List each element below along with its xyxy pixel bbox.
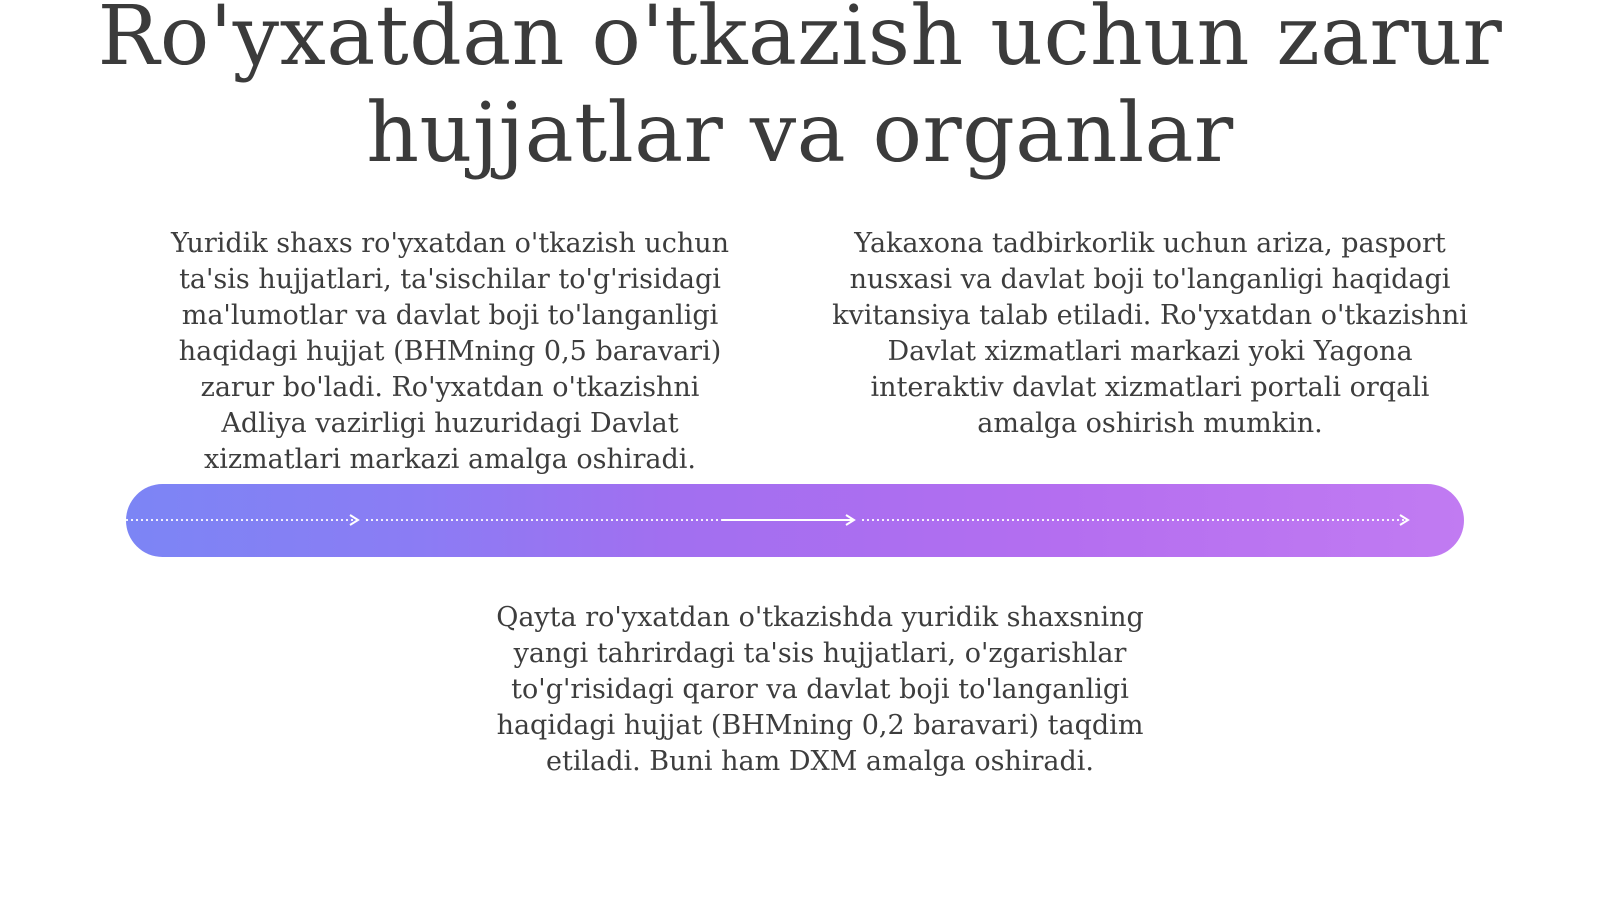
- page-title-line-2: hujjatlar va organlar: [366, 86, 1234, 181]
- page-title-line-1: Ro'yxatdan o'tkazish uchun zarur: [97, 0, 1503, 84]
- legal-entity-registration-text: Yuridik shaxs ro'yxatdan o'tkazish uchun ta'sis hujjatlari, ta'sischilar to'g'risidagi ma'lumotlar va davlat boji to'langanligi haqidagi hujjat (BHMning 0,5 baravari) zarur bo'ladi. Ro'yxatdan o'tkazishni Adliya vazirligi huzuridagi Davlat xizmatlari markazi amalga oshiradi.: [171, 228, 729, 475]
- timeline-arrows: [126, 484, 1464, 557]
- page-title: [0, 0, 1600, 182]
- timeline-bar: [126, 484, 1464, 557]
- re-registration-text: Qayta ro'yxatdan o'tkazishda yuridik shaxsning yangi tahrirdagi ta'sis hujjatlari, o'zgarishlar to'g'risidagi qaror va davlat boji to'langanligi haqidagi hujjat (BHMning 0,2 baravari) taqdim etiladi. Buni ham DXM amalga oshiradi.: [496, 602, 1144, 777]
- sole-proprietor-registration-text: Yakaxona tadbirkorlik uchun ariza, pasport nusxasi va davlat boji to'langanligi haqidagi kvitansiya talab etiladi. Ro'yxatdan o'tkazishni Davlat xizmatlari markazi yoki Yagona interaktiv davlat xizmatlari portali orqali amalga oshirish mumkin.: [832, 228, 1468, 439]
